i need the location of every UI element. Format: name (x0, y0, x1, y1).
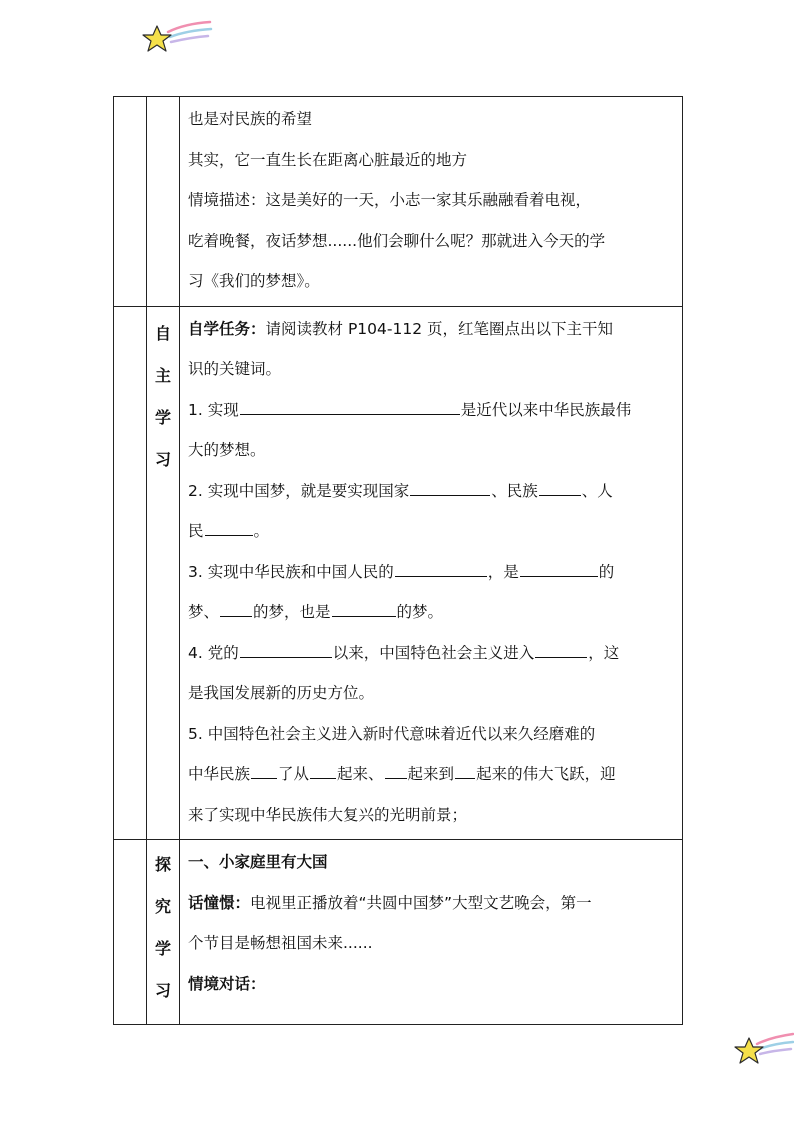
empty-cell (114, 97, 147, 307)
section-title: 一、小家庭里有大国 (188, 853, 328, 871)
self-study-row (114, 306, 683, 840)
talk-vision: 话憧憬：电视里正播放着“共圆中国梦”大型文艺晚会，第一 个节目是畅想祖国未来...... (188, 893, 592, 952)
blank-line[interactable] (455, 761, 475, 779)
explore-row (114, 840, 683, 1025)
blank-line[interactable] (240, 640, 332, 658)
intro-line: 也是对民族的希望 (188, 110, 313, 128)
blank-line[interactable] (395, 559, 487, 577)
shooting-star-icon (733, 1028, 794, 1068)
dialog-label: 情境对话： (188, 974, 266, 993)
shooting-star-icon (140, 18, 215, 60)
question-1: 1. 实现 是近代以来中华民族最伟 大的梦想。 (188, 390, 676, 471)
blank-line[interactable] (205, 518, 253, 536)
blank-line[interactable] (520, 559, 598, 577)
blank-line[interactable] (332, 599, 396, 617)
explore-label: 探 究 学 习 (147, 840, 180, 1025)
blank-line[interactable] (310, 761, 336, 779)
intro-row (114, 97, 683, 307)
blank-line[interactable] (240, 397, 460, 415)
question-4: 4. 党的 以来，中国特色社会主义进入 ，这 是我国发展新的历史方位。 (188, 633, 676, 714)
blank-line[interactable] (251, 761, 277, 779)
question-5: 5. 中国特色社会主义进入新时代意味着近代以来久经磨难的 中华民族 了从 起来、 起来到 起来的伟大飞跃，迎 来了实现中华民族伟大复兴的光明前景； (188, 724, 616, 824)
self-study-content (180, 306, 683, 840)
explore-content (180, 840, 683, 1025)
empty-cell (147, 97, 180, 307)
empty-cell (114, 306, 147, 840)
lesson-table (113, 96, 683, 1025)
blank-line[interactable] (385, 761, 407, 779)
self-study-label: 自 主 学 习 (147, 306, 180, 840)
intro-content (180, 97, 683, 307)
empty-cell (114, 840, 147, 1025)
task-instruction: 自学任务：请阅读教材 P104-112 页，红笔圈点出以下主干知 识的关键词。 (188, 319, 613, 378)
blank-line[interactable] (220, 599, 252, 617)
question-3: 3. 实现中华民族和中国人民的 ，是 的 梦、 的梦，也是 的梦。 (188, 552, 676, 633)
blank-line[interactable] (539, 478, 581, 496)
intro-line: 其实，它一直生长在距离心脏最近的地方 (188, 150, 468, 169)
question-2: 2. 实现中国梦，就是要实现国家 、民族 、人 民 。 (188, 471, 676, 552)
scenario-text: 情境描述：这是美好的一天，小志一家其乐融融看着电视， 吃着晚餐，夜话梦想......他们会聊什么呢？那就进入今天的学 习《我们的梦想》。 (188, 191, 606, 290)
blank-line[interactable] (535, 640, 587, 658)
blank-line[interactable] (410, 478, 490, 496)
